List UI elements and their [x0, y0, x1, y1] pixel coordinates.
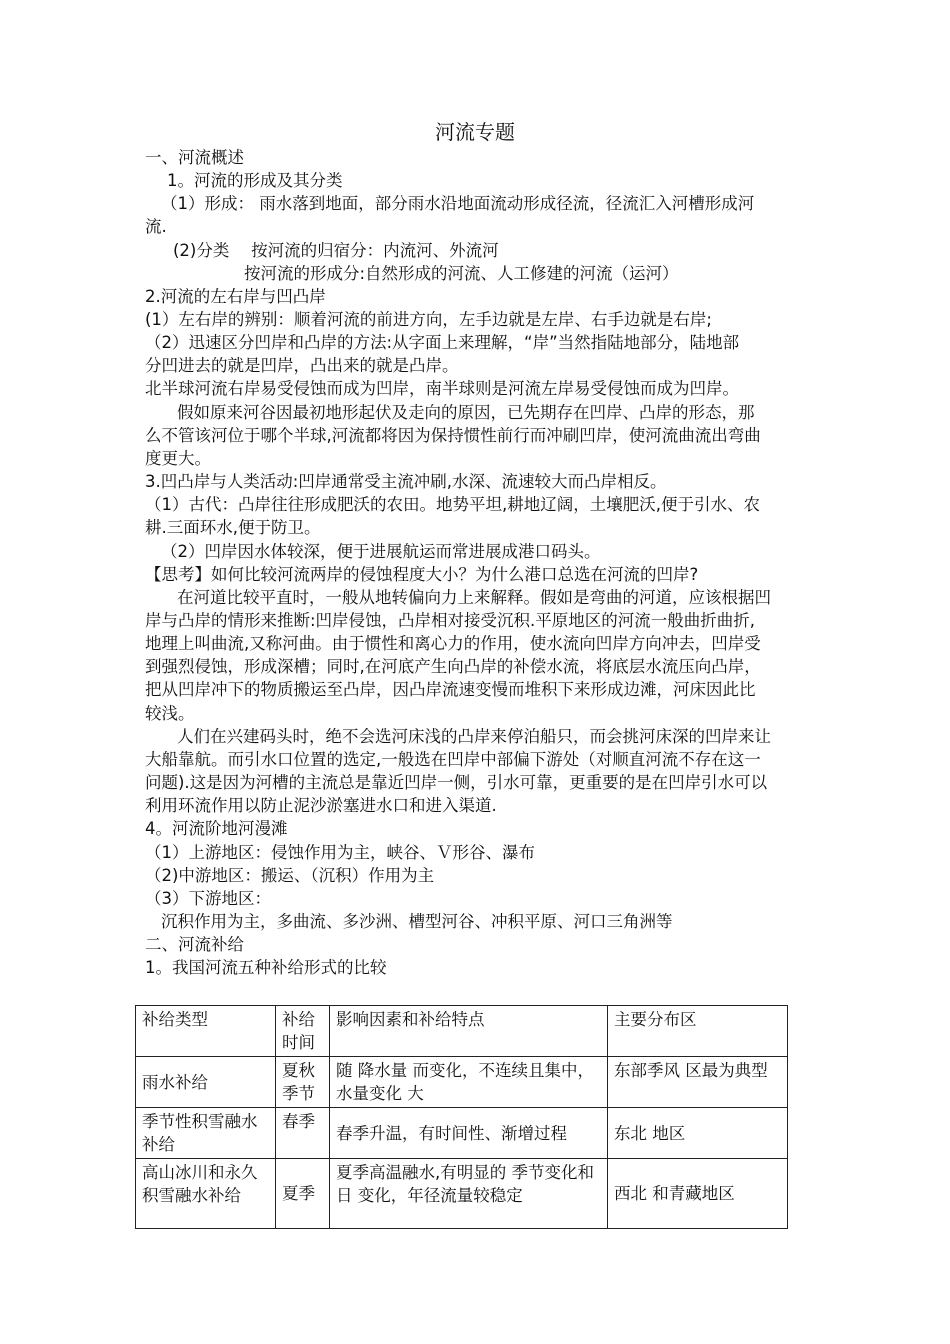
paragraph-line: 按河流的形成分:自然形成的河流、人工修建的河流（运河） — [244, 264, 679, 283]
table-cell: 雨水补给 — [136, 1057, 276, 1108]
paragraph-line: 么不管该河位于哪个半球,河流都将因为保持惯性前行而冲刷凹岸，使河流曲流出弯曲 — [145, 426, 761, 445]
table-cell: 随 降水量 而变化，不连续且集中，水量变化 大 — [330, 1057, 608, 1108]
paragraph-line: 【思考】如何比较河流两岸的侵蚀程度大小？为什么港口总选在河流的凹岸? — [145, 565, 699, 584]
subsection-heading: 1。我国河流五种补给形式的比较 — [145, 958, 387, 977]
paragraph-line: （2)中游地区：搬运、（沉积）作用为主 — [145, 866, 435, 885]
table-header-cell: 补给类型 — [136, 1006, 276, 1057]
paragraph-line: (2)分类 按河流的归宿分：内流河、外流河 — [173, 241, 499, 260]
table-cell: 夏季高温融水,有明显的 季节变化和 日 变化，年径流量较稳定 — [330, 1159, 608, 1229]
table-cell: 西北 和青藏地区 — [608, 1159, 788, 1229]
table-row — [136, 1108, 788, 1159]
table-header-cell: 主要分布区 — [608, 1006, 788, 1057]
paragraph-line: 地理上叫曲流,又称河曲。由于惯性和离心力的作用，使水流向凹岸方向冲去，凹岸受 — [145, 634, 761, 653]
paragraph-line: 在河道比较平直时，一般从地转偏向力上来解释。假如是弯曲的河道，应该根据凹 — [177, 588, 771, 607]
table-header-cell: 补给时间 — [276, 1006, 330, 1057]
table-cell: 夏秋季节 — [276, 1057, 330, 1108]
paragraph-line: 假如原来河谷因最初地形起伏及走向的原因，已先期存在凹岸、凸岸的形态，那 — [177, 403, 755, 422]
subsection-heading: 4。河流阶地河漫滩 — [145, 819, 288, 838]
paragraph-line: 流. — [145, 217, 167, 236]
table-cell: 春季升温，有时间性、渐增过程 — [330, 1108, 608, 1159]
subsection-heading: 3.凹凸岸与人类活动:凹岸通常受主流冲刷,水深、流速较大而凸岸相反。 — [145, 472, 667, 491]
paragraph-line: 大船靠航。而引水口位置的选定,一般选在凹岸中部偏下游处（对顺直河流不存在这一 — [145, 750, 761, 769]
paragraph-line: （1）形成： 雨水落到地面，部分雨水沿地面流动形成径流，径流汇入河槽形成河 — [161, 194, 755, 213]
paragraph-line: 分凹进去的就是凹岸，凸出来的就是凸岸。 — [145, 356, 459, 375]
table-cell: 高山冰川和永久积雪融水补给 — [136, 1159, 276, 1229]
paragraph-line: （2）迅速区分凹岸和凸岸的方法:从字面上来理解，“岸”当然指陆地部分，陆地部 — [145, 333, 740, 352]
table-row — [136, 1159, 788, 1229]
paragraph-line: 度更大。 — [145, 449, 211, 468]
paragraph-line: (1）左右岸的辨别：顺着河流的前进方向，左手边就是左岸、右手边就是右岸; — [145, 310, 712, 329]
section-heading-1: 一、河流概述 — [145, 148, 244, 167]
paragraph-line: （2）凹岸因水体较深，便于进展航运而常进展成港口码头。 — [161, 542, 601, 561]
paragraph-line: 较浅。 — [145, 704, 195, 723]
paragraph-line: （1）上游地区：侵蚀作用为主，峡谷、Ｖ形谷、瀑布 — [145, 843, 535, 862]
recharge-comparison-table — [135, 1005, 788, 1229]
page-title: 河流专题 — [435, 120, 515, 144]
subsection-heading: 2.河流的左右岸与凹凸岸 — [145, 287, 326, 306]
table-cell: 东北 地区 — [608, 1108, 788, 1159]
paragraph-line: 人们在兴建码头时，绝不会选河床浅的凸岸来停泊船只，而会挑河床深的凹岸来让 — [177, 727, 771, 746]
paragraph-line: 到强烈侵蚀，形成深槽；同时,在河底产生向凸岸的补偿水流，将底层水流压向凸岸， — [145, 657, 761, 676]
section-heading-2: 二、河流补给 — [145, 935, 244, 954]
table-cell: 东部季风 区最为典型 — [608, 1057, 788, 1108]
table-cell: 季节性积雪融水补给 — [136, 1108, 276, 1159]
paragraph-line: 北半球河流右岸易受侵蚀而成为凹岸，南半球则是河流左岸易受侵蚀而成为凹岸。 — [145, 379, 739, 398]
table-header-row — [136, 1006, 788, 1057]
paragraph-line: （1）古代：凸岸往往形成肥沃的农田。地势平坦,耕地辽阔，土壤肥沃,便于引水、农 — [145, 495, 760, 514]
table-cell: 春季 — [276, 1108, 330, 1159]
table-cell: 夏季 — [276, 1159, 330, 1229]
subsection-heading: 1。河流的形成及其分类 — [167, 171, 343, 190]
paragraph-line: 问题).这是因为河槽的主流总是靠近凹岸一侧，引水可靠，更重要的是在凹岸引水可以 — [145, 773, 768, 792]
paragraph-line: 利用环流作用以防止泥沙淤塞进水口和进入渠道. — [145, 796, 497, 815]
table-header-cell: 影响因素和补给特点 — [330, 1006, 608, 1057]
paragraph-line: （3）下游地区： — [145, 889, 271, 908]
paragraph-line: 把从凹岸冲下的物质搬运至凸岸，因凸岸流速变慢而堆积下来形成边滩，河床因此比 — [145, 680, 756, 699]
paragraph-line: 沉积作用为主，多曲流、多沙洲、槽型河谷、冲积平原、河口三角洲等 — [161, 912, 673, 931]
paragraph-line: 岸与凸岸的情形来推断:凹岸侵蚀，凸岸相对接受沉积.平原地区的河流一般曲折曲折, — [145, 611, 756, 630]
paragraph-line: 耕.三面环水,便于防卫。 — [145, 518, 321, 537]
table-row — [136, 1057, 788, 1108]
